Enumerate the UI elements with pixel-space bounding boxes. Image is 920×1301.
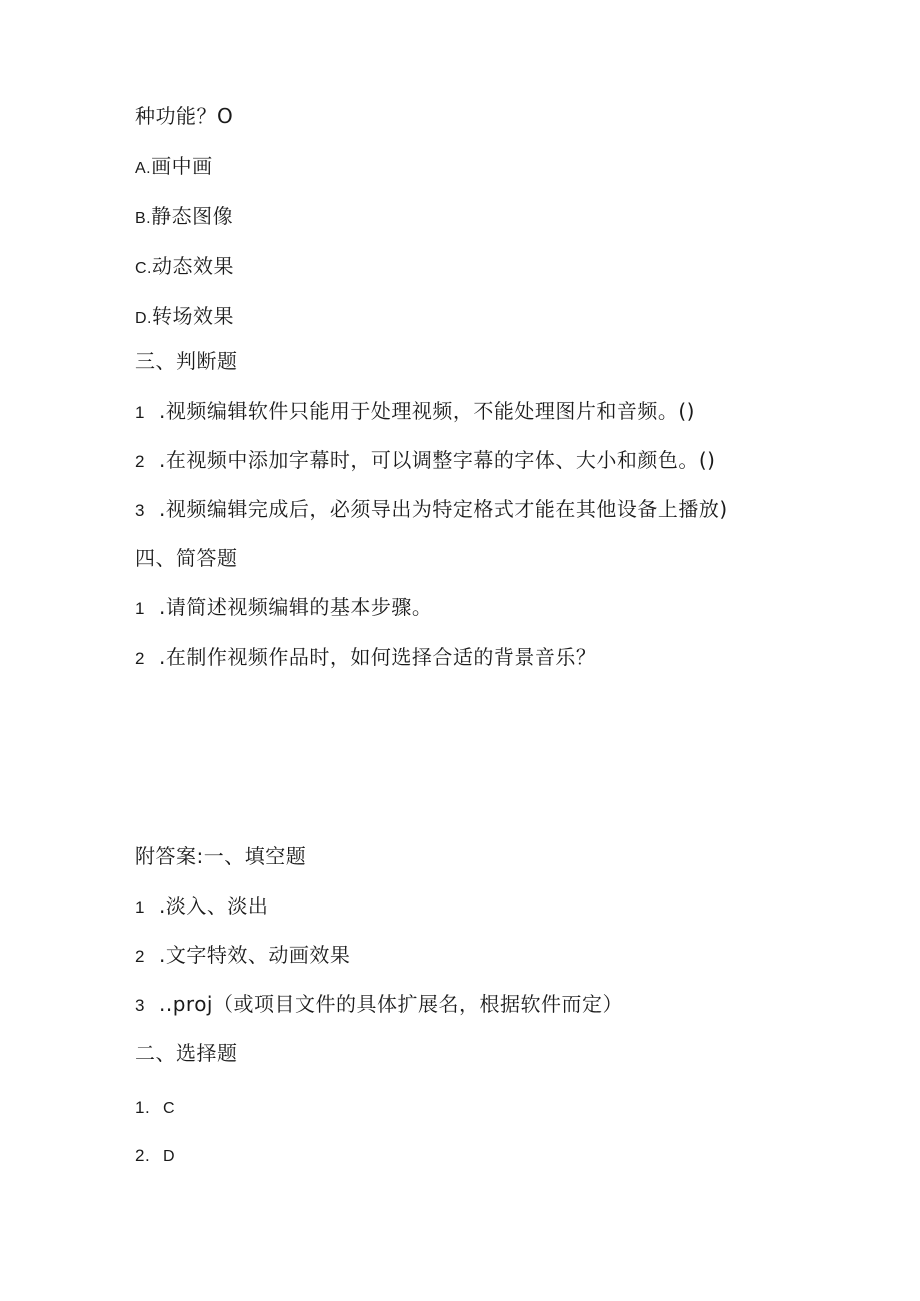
answers-heading-text: 附答案:一、填空题 bbox=[135, 844, 307, 868]
item-number: 3 bbox=[135, 996, 145, 1015]
answer-choice-item-1 bbox=[135, 1093, 175, 1122]
choice-b bbox=[135, 203, 233, 232]
item-text: .在视频中添加字幕时，可以调整字幕的字体、大小和颜色。() bbox=[159, 448, 716, 472]
short-answer-item-2 bbox=[135, 644, 596, 672]
section-heading-text: 三、判断题 bbox=[135, 349, 238, 373]
item-number: 2. bbox=[135, 1146, 151, 1165]
item-number: 1. bbox=[135, 1098, 151, 1117]
choice-a bbox=[135, 153, 213, 182]
item-text: .视频编辑软件只能用于处理视频，不能处理图片和音频。() bbox=[159, 399, 695, 423]
answer-fill-item-3 bbox=[135, 991, 623, 1019]
section-heading-judgement bbox=[135, 348, 238, 374]
choice-text: 转场效果 bbox=[152, 304, 234, 328]
item-text: .请简述视频编辑的基本步骤。 bbox=[159, 595, 433, 619]
judgement-item-2 bbox=[135, 447, 715, 475]
item-text: ..proj（或项目文件的具体扩展名，根据软件而定） bbox=[159, 992, 623, 1016]
item-number: 1 bbox=[135, 403, 145, 422]
item-number: 3 bbox=[135, 501, 145, 520]
item-text: C bbox=[163, 1100, 176, 1117]
item-text: .淡入、淡出 bbox=[159, 894, 269, 918]
item-text: D bbox=[163, 1148, 176, 1165]
answer-choice-item-2 bbox=[135, 1141, 175, 1170]
item-text: .视频编辑完成后，必须导出为特定格式才能在其他设备上播放) bbox=[159, 497, 728, 521]
item-number: 1 bbox=[135, 599, 145, 618]
section-heading-short-answer bbox=[135, 545, 238, 571]
item-number: 1 bbox=[135, 898, 145, 917]
answer-fill-item-2 bbox=[135, 942, 350, 970]
judgement-item-1 bbox=[135, 398, 695, 426]
choice-c bbox=[135, 253, 234, 282]
item-number: 2 bbox=[135, 452, 145, 471]
choice-d bbox=[135, 303, 234, 332]
question-tail bbox=[135, 103, 233, 129]
item-number: 2 bbox=[135, 947, 145, 966]
item-number: 2 bbox=[135, 649, 145, 668]
choice-letter: C. bbox=[135, 260, 152, 277]
judgement-item-3 bbox=[135, 496, 728, 524]
question-tail-text: 种功能？O bbox=[135, 104, 234, 128]
choice-letter: A. bbox=[135, 160, 152, 177]
item-text: .在制作视频作品时，如何选择合适的背景音乐？ bbox=[159, 645, 597, 669]
item-text: .文字特效、动画效果 bbox=[159, 943, 351, 967]
short-answer-item-1 bbox=[135, 594, 432, 622]
answers-choice-heading bbox=[135, 1040, 238, 1066]
choice-letter: B. bbox=[135, 210, 152, 227]
answers-heading bbox=[135, 843, 306, 869]
section-heading-text: 二、选择题 bbox=[135, 1041, 238, 1065]
choice-text: 静态图像 bbox=[151, 204, 234, 228]
answer-fill-item-1 bbox=[135, 893, 268, 921]
section-heading-text: 四、简答题 bbox=[135, 546, 238, 570]
choice-text: 画中画 bbox=[151, 154, 213, 178]
choice-text: 动态效果 bbox=[152, 254, 234, 278]
choice-letter: D. bbox=[135, 310, 152, 327]
